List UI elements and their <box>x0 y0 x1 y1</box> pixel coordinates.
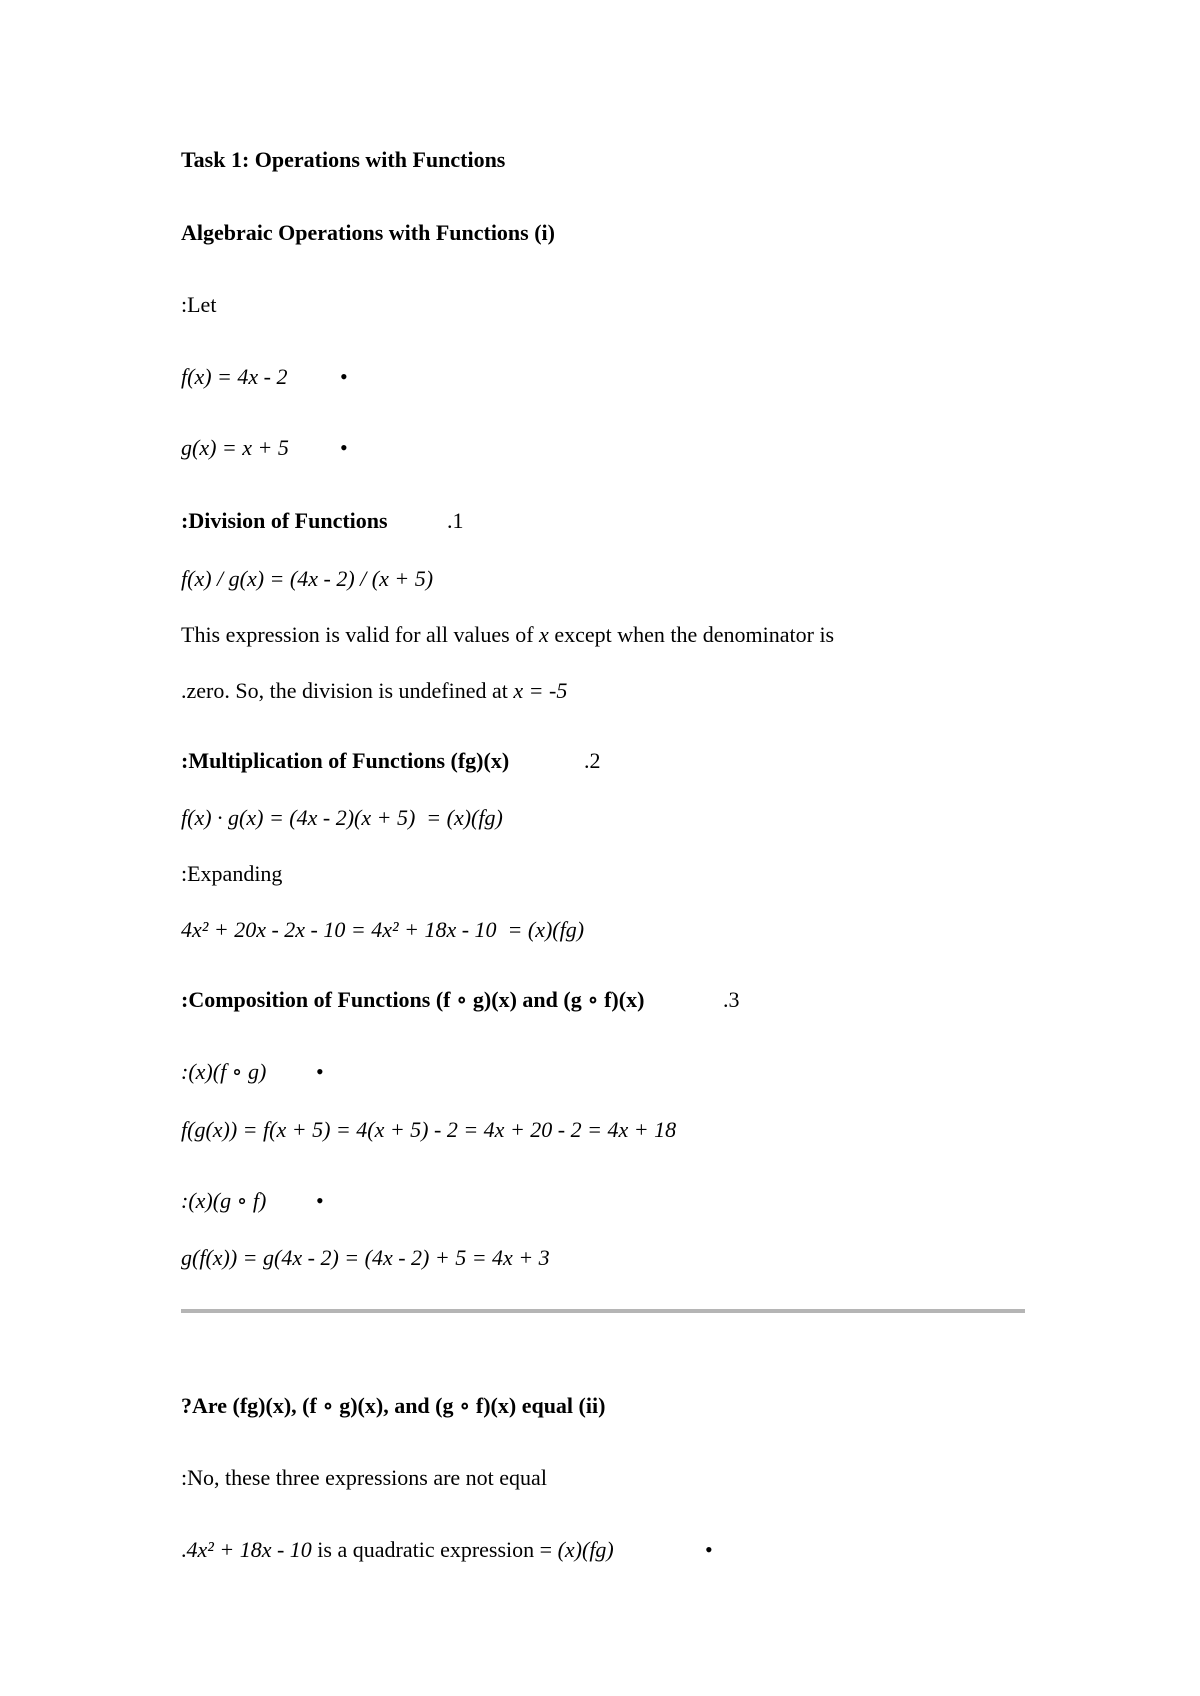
horizontal-divider <box>181 1309 1025 1313</box>
bullet-marker: • <box>340 364 348 389</box>
let-label: :Let <box>181 292 217 317</box>
variable-x: x <box>539 622 549 647</box>
bullet-marker: • <box>705 1537 713 1562</box>
section-number-1: .1 <box>447 508 464 533</box>
division-text-line-1 <box>181 620 834 650</box>
section-number-3: .3 <box>723 987 740 1012</box>
fg-notation: (x)(fg) <box>557 1537 614 1562</box>
quadratic-expression: 4x² + 18x - 10 <box>186 1537 312 1562</box>
fog-label: :(x)(f ∘ g) <box>181 1059 267 1084</box>
section-heading-ii: ?Are (fg)(x), (f ∘ g)(x), and (g ∘ f)(x) equal (ii) <box>181 1393 606 1418</box>
undefined-point: x = -5 <box>513 678 568 703</box>
bullet-marker: • <box>340 435 348 460</box>
section-number-2: .2 <box>584 748 601 773</box>
multiplication-formula: f(x) · g(x) = (4x - 2)(x + 5) = (x)(fg) <box>181 805 503 830</box>
bullet-marker: • <box>316 1059 324 1084</box>
section-heading-i: Algebraic Operations with Functions (i) <box>181 220 555 245</box>
division-formula: f(x) / g(x) = (4x - 2) / (x + 5) <box>181 566 434 591</box>
text-fragment: except when the denominator is <box>548 622 835 647</box>
no-answer-text: :No, these three expressions are not equal <box>181 1465 547 1490</box>
gof-label: :(x)(g ∘ f) <box>181 1188 267 1213</box>
text-fragment: This expression is valid for all values of <box>181 622 540 647</box>
fog-formula: f(g(x)) = f(x + 5) = 4(x + 5) - 2 = 4x + 20 - 2 = 4x + 18 <box>181 1117 677 1142</box>
text-fragment: . <box>181 1537 187 1562</box>
bullet-marker: • <box>316 1188 324 1213</box>
text-fragment: .zero. So, the division is undefined at <box>181 678 514 703</box>
quadratic-statement <box>181 1535 614 1565</box>
gof-formula: g(f(x)) = g(4x - 2) = (4x - 2) + 5 = 4x + 3 <box>181 1245 550 1270</box>
f-definition: f(x) = 4x - 2 <box>181 364 288 389</box>
expanded-formula: 4x² + 20x - 2x - 10 = 4x² + 18x - 10 = (x)(fg) <box>181 917 585 942</box>
multiplication-heading: :Multiplication of Functions (fg)(x) <box>181 748 510 773</box>
composition-heading: :Composition of Functions (f ∘ g)(x) and (g ∘ f)(x) <box>181 987 645 1012</box>
text-fragment: is a quadratic expression = <box>311 1537 558 1562</box>
division-text-line-2 <box>181 676 567 706</box>
task-title: Task 1: Operations with Functions <box>181 147 506 172</box>
g-definition: g(x) = x + 5 <box>181 435 289 460</box>
division-heading: :Division of Functions <box>181 508 388 533</box>
expanding-label: :Expanding <box>181 861 283 886</box>
